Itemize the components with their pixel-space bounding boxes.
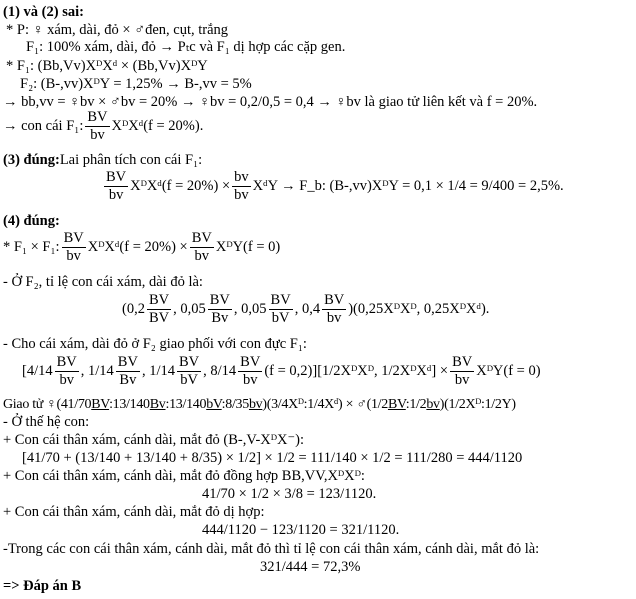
f2-ratio-heading: - Ở F₂, tỉ lệ con cái xám, dài đỏ là: <box>3 274 203 290</box>
fraction-BV-BV: $\frac{BV}{BV}$ <box>148 292 170 326</box>
ratio-part-e: )(0,25XᴰXᴰ, 0,25XᴰXᵈ). <box>348 301 490 317</box>
test-cross-line <box>102 170 564 203</box>
cross-f2-heading: - Cho cái xám, dài đỏ ở F₂ giao phối với con đực F₁: <box>3 336 307 352</box>
gametes-line: Giao tử ♀(41/70BV:13/140Bv:13/140bV:8/35bv)(3/4Xᴰ:1/4Xᵈ) × ♂(1/2BV:1/2bv)(1/2Xᴰ:1/2Y) <box>3 397 516 412</box>
ratio-part-b: , 0,05 <box>173 301 206 317</box>
fraction-BV-bV: $\frac{BV}{bV}$ <box>270 292 291 326</box>
fraction-BV-bv: $\frac{BV}{bv}$ <box>452 354 473 388</box>
f1-line: F₁: 100% xám, dài, đỏ → Pₜc và F₁ dị hợp các cặp gen. <box>26 39 346 55</box>
heterozygous-calc: 444/1120 − 123/1120 = 321/1120. <box>202 522 400 538</box>
section-3-heading: (3) đúng: <box>3 152 60 168</box>
fraction-BV-bv: $\frac{BV}{bv}$ <box>87 109 108 143</box>
f2-line: F₂: (B-,vv)XᴰY = 1,25% → B-,vv = 5% <box>20 76 252 92</box>
f1-x-f1-line <box>3 231 280 264</box>
f1-x-f1-female: XᴰXᵈ(f = 20%) × <box>87 239 188 255</box>
heterozygous-heading: + Con cái thân xám, cánh dài, mắt đỏ dị hợp: <box>3 504 265 520</box>
ratio-part-c: , 0,05 <box>233 301 267 317</box>
homozygous-heading: + Con cái thân xám, cánh dài, mắt đỏ đồng hợp BB,VV,XᴰXᴰ: <box>3 468 365 484</box>
f1-x-f1-prefix: * F₁ × F₁: <box>3 239 60 255</box>
f2-ratio-line <box>122 293 489 326</box>
cross-f2-line <box>22 355 541 388</box>
f1-x-f1-male: XᴰY(f = 0) <box>215 239 281 255</box>
fraction-BV-Bv: $\frac{BV}{Bv}$ <box>209 292 230 326</box>
fraction-BV-Bv: $\frac{BV}{Bv}$ <box>117 354 138 388</box>
parents-line: * P: ♀ xám, dài, đỏ × ♂đen, cụt, trắng <box>6 22 229 38</box>
ratio-part-d: , 0,4 <box>294 301 321 317</box>
fraction-BV-bV: $\frac{BV}{bV}$ <box>178 354 200 388</box>
section-3-text: Lai phân tích con cái F₁: <box>59 152 203 168</box>
fraction-BV-bv: $\frac{BV}{bv}$ <box>56 354 77 388</box>
offspring-calc-line: [41/70 + (13/140 + 13/140 + 8/35) × 1/2] × 1/2 = 111/140 × 1/2 = 111/280 = 444/1120 <box>22 450 523 466</box>
fraction-BV-bv: $\frac{BV}{bv}$ <box>240 354 261 388</box>
ratio-part-a: (0,2 <box>122 301 145 317</box>
homozygous-calc: 41/70 × 1/2 × 3/8 = 123/1120. <box>202 486 377 502</box>
ratio-heading: -Trong các con cái thân xám, cánh dài, mắt đỏ thì tỉ lệ con cái thân xám, cánh dài, mắt đỏ là: <box>3 541 540 557</box>
cross-part-e: (f = 0,2)][1/2XᴰXᴰ, 1/2XᴰXᵈ] × <box>264 363 449 379</box>
cross-part-a: [4/14 <box>22 363 53 379</box>
female-f1-suffix: XᴰXᵈ(f = 20%). <box>111 118 204 134</box>
fraction-bv-bv: $\frac{bv}{bv}$ <box>234 169 249 203</box>
answer-line: => Đáp án B <box>3 578 82 594</box>
test-cross-mother: XᴰXᵈ(f = 20%) × <box>130 178 231 194</box>
test-cross-result: XᵈY → F_b: (B-,vv)XᴰY = 0,1 × 1/4 = 9/400 = 2,5%. <box>252 178 564 194</box>
offspring-heading: - Ở thế hệ con: <box>3 414 90 430</box>
fraction-BV-bv: $\frac{BV}{bv}$ <box>106 169 127 203</box>
offspring-female-line: + Con cái thân xám, cánh dài, mắt đỏ (B-,V-XᴰX⁻): <box>3 432 304 448</box>
female-f1-line <box>3 110 203 143</box>
cross-part-c: , 1/14 <box>141 363 175 379</box>
fraction-BV-bv: $\frac{BV}{bv}$ <box>191 230 212 264</box>
gamete-line: → bb,vv = ♀bv × ♂bv = 20% → ♀bv = 0,2/0,5 = 0,4 → ♀bv là giao tử liên kết và f = 20%. <box>3 94 538 110</box>
cross-part-b: , 1/14 <box>80 363 114 379</box>
cross-part-d: , 8/14 <box>203 363 237 379</box>
section-4-heading: (4) đúng: <box>3 213 60 229</box>
section-1-2-heading: (1) và (2) sai: <box>3 4 84 20</box>
f1-cross-line: * F₁: (Bb,Vv)XᴰXᵈ × (Bb,Vv)XᴰY <box>6 58 208 74</box>
fraction-BV-bv: $\frac{BV}{bv}$ <box>63 230 84 264</box>
section-3-line <box>3 152 202 169</box>
ratio-result: 321/444 = 72,3% <box>260 559 361 575</box>
female-f1-prefix: → con cái F₁: <box>3 118 84 134</box>
fraction-BV-bv: $\frac{BV}{bv}$ <box>324 292 345 326</box>
cross-part-f: XᴰY(f = 0) <box>476 363 541 379</box>
